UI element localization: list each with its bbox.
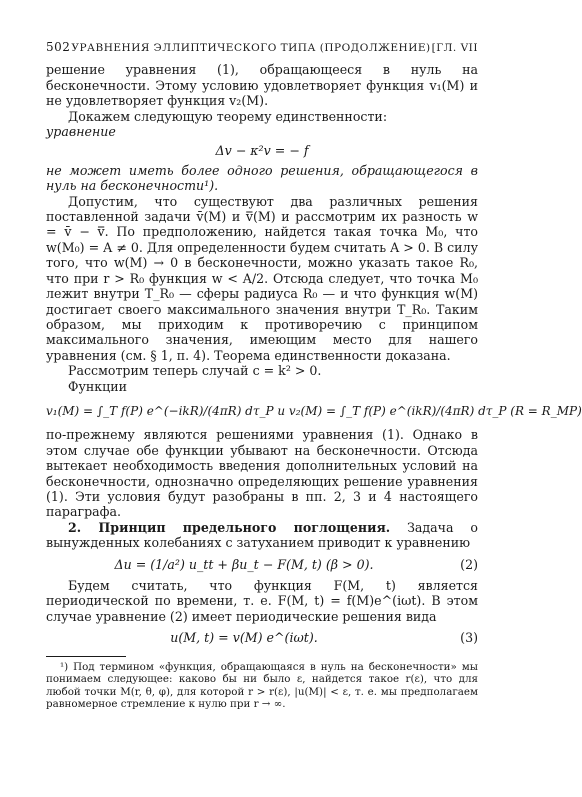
formula-1: Δv − κ²v = − f — [215, 143, 309, 159]
paragraph-proof: Допустим, что существуют два различных решения поставленной задачи v̄(M) и v̿(M) и рассмотрим их разность w = v̄ − v̿. По предположению, найдется такая точка M₀, что w(M₀) = A ≠ 0. Для определенности будем считать A > 0. В силу того, что w(M) → 0 в бесконечности, можно указать такое R₀, что при r > R₀ функция w < A/2. Отсюда следует, что точка M₀ лежит внутри T_R₀ — сферы радиуса R₀ — и что функция w(M) достигает своего максимального значения внутри T_R₀. Таким образом, мы приходим к противоречию с принципом максимального значения, имеющим место для нашего уравнения (см. § 1, п. 4). Теорема единственности доказана. — [46, 193, 478, 363]
footnote-rule — [46, 656, 126, 657]
paragraph-4: Будем считать, что функция F(M, t) является периодической по времени, т. е. F(M, t) = f(M)e^(iωt). В этом случае уравнение (2) имеет периодические решения вида — [46, 578, 478, 624]
formula-3: Δu = (1/a²) u_tt + βu_t − F(M, t) (β > 0). — [114, 556, 374, 572]
paragraph-case: Рассмотрим теперь случай c = k² > 0. — [68, 363, 322, 379]
formula-4: u(M, t) = v(M) e^(iωt). — [170, 630, 318, 646]
formula-4-row — [46, 630, 478, 645]
section-2-paragraph — [46, 520, 478, 551]
paragraph-2-italic: уравнение — [46, 124, 116, 140]
footnote: ¹) Под термином «функция, обращающаяся в нуль на бесконечности» мы понимаем следующее: каково бы ни было ε, найдется такое r(ε), что для любой точки M(r, θ, φ), для которой r > r(ε), |u(M)| < ε, т. е. мы предполагаем равномерное стремление к нулю при r → ∞. — [46, 660, 478, 711]
paragraph-3: по-прежнему являются решениями уравнения (1). Однако в этом случае обе функции убывают на бесконечности. Отсюда вытекает необходимость введения дополнительных условий на бесконечности, однозначно определяющих решение уравнения (1). Эти условия будут разобраны в пп. 2, 3 и 4 настоящего параграфа. — [46, 427, 478, 520]
equation-number-2: (2) — [460, 556, 478, 572]
section-2-heading: 2. Принцип предельного поглощения. — [68, 519, 391, 535]
chapter-label: [ГЛ. VII — [431, 42, 478, 54]
paragraph-2: Докажем следующую теорему единственности: — [68, 108, 388, 124]
paragraph-functions: Функции — [68, 378, 128, 394]
paragraph-1: решение уравнения (1), обращающееся в нуль на бесконечности. Этому условию удовлетворяет функция v₁(M) и не удовлетворяет функция v₂(M). — [46, 62, 478, 109]
formula-2: v₁(M) = ∫_T f(P) e^(−ikR)/(4πR) dτ_P и v₂(M) = ∫_T f(P) e^(ikR)/(4πR) dτ_P (R = R_MP) — [46, 403, 582, 418]
equation-number-3: (3) — [460, 630, 478, 646]
formula-3-row — [46, 557, 478, 572]
page-number: 502 — [46, 40, 71, 54]
running-title: УРАВНЕНИЯ ЭЛЛИПТИЧЕСКОГО ТИПА (ПРОДОЛЖЕНИЕ) — [71, 42, 431, 54]
running-header — [46, 40, 478, 56]
theorem-statement: не может иметь более одного решения, обращающегося в нуль на бесконечности¹). — [46, 162, 478, 194]
section-2-text: Задача о вынужденных колебаниях с затуханием приводит к уравнению — [46, 519, 478, 551]
